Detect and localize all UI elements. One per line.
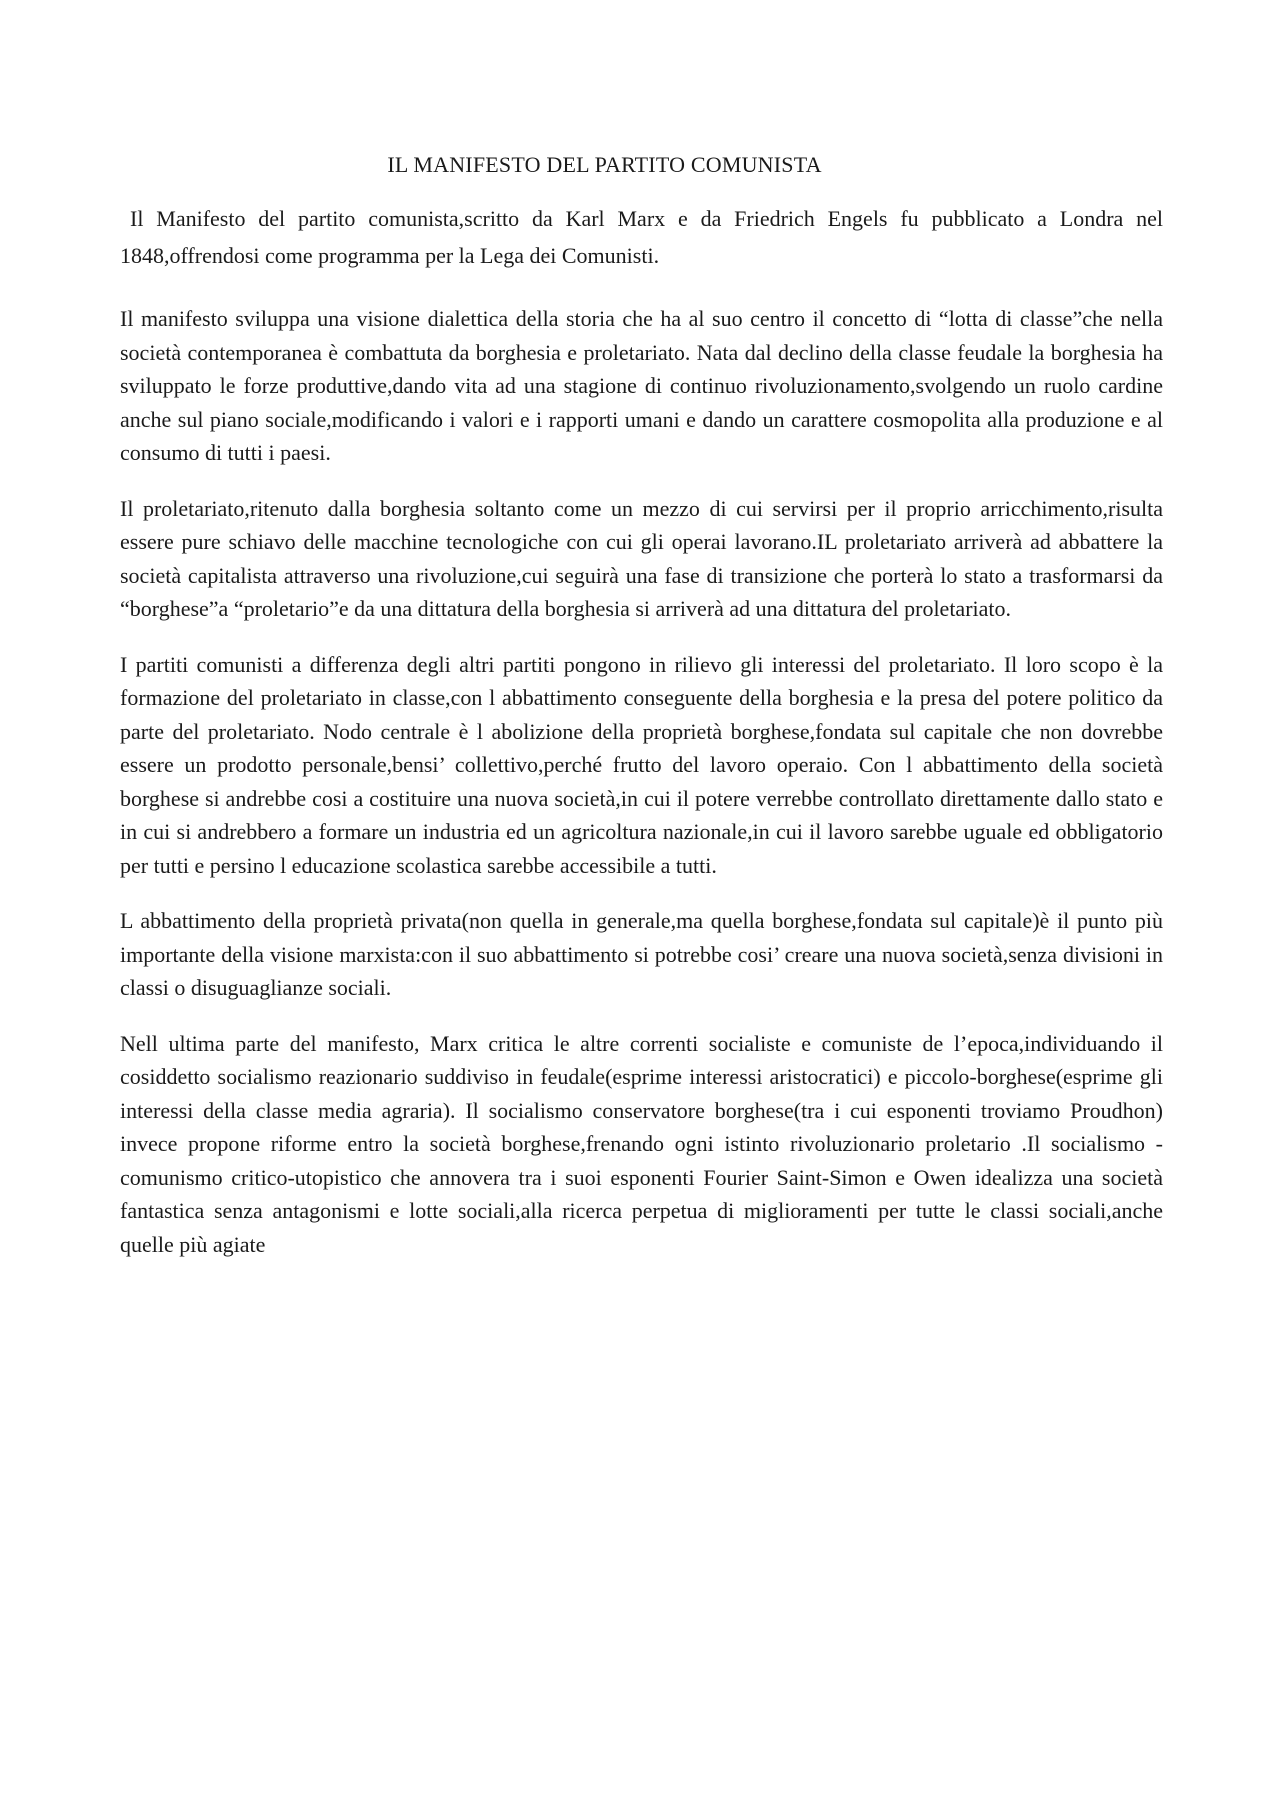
document-body [120, 200, 1163, 1283]
document-title: IL MANIFESTO DEL PARTITO COMUNISTA [387, 152, 822, 177]
paragraph-socialist-currents: Nell ultima parte del manifesto, Marx critica le altre correnti socialiste e comuniste de l’epoca,individuando il cosiddetto socialismo reazionario suddiviso in feudale(esprime interessi aristocratici) e piccolo-borghese(esprime gli interessi della classe media agraria). Il socialismo conservatore borghese(tra i cui esponenti troviamo Proudhon) invece propone riforme entro la società borghese,frenando ogni istinto rivoluzionario proletario .Il socialismo -comunismo critico-utopistico che annovera tra i suoi esponenti Fourier Saint-Simon e Owen idealizza una società fantastica senza antagonismi e lotte sociali,alla ricerca perpetua di miglioramenti per tutte le classi sociali,anche quelle più agiate [120, 1030, 1163, 1257]
paragraph-dialectic: Il manifesto sviluppa una visione dialettica della storia che ha al suo centro il concetto di “lotta di classe”che nella società contemporanea è combattuta da borghesia e proletariato. Nata dal declino della classe feudale la borghesia ha sviluppato le forze produttive,dando vita ad una stagione di continuo rivoluzionamento,svolgendo un ruolo cardine anche sul piano sociale,modificando i valori e i rapporti umani e dando un carattere cosmopolita alla produzione e al consumo di tutti i paesi. [120, 306, 1163, 465]
paragraph-communist-parties: I partiti comunisti a differenza degli altri partiti pongono in rilievo gli interessi del proletariato. Il loro scopo è la formazione del proletariato in classe,con l abbattimento conseguente della borghesia e la presa del potere politico da parte del proletariato. Nodo centrale è l abolizione della proprietà borghese,fondata sul capitale che non dovrebbe essere un prodotto personale,bensi’ collettivo,perché frutto del lavoro operaio. Con l abbattimento della società borghese si andrebbe cosi a costituire una nuova società,in cui il potere verrebbe controllato direttamente dallo stato e in cui si andrebbero a formare un industria ed un agricoltura nazionale,in cui il lavoro sarebbe uguale ed obbligatorio per tutti e persino l educazione scolastica sarebbe accessibile a tutti. [120, 651, 1163, 878]
paragraph-proletariat: Il proletariato,ritenuto dalla borghesia soltanto come un mezzo di cui servirsi per il proprio arricchimento,risulta essere pure schiavo delle macchine tecnologiche con cui gli operai lavorano.IL proletariato arriverà ad abbattere la società capitalista attraverso una rivoluzione,cui seguirà una fase di transizione che porterà lo stato a trasformarsi da “borghese”a “proletario”e da una dittatura della borghesia si arriverà ad una dittatura del proletariato. [120, 495, 1163, 621]
paragraph-intro: Il Manifesto del partito comunista,scritto da Karl Marx e da Friedrich Engels fu pubblicato a Londra nel 1848,offrendosi come programma per la Lega dei Comunisti. [120, 206, 1163, 268]
paragraph-private-property: L abbattimento della proprietà privata(non quella in generale,ma quella borghese,fondata sul capitale)è il punto più importante della visione marxista:con il suo abbattimento si potrebbe cosi’ creare una nuova società,senza divisioni in classi o disuguaglianze sociali. [120, 908, 1163, 1000]
